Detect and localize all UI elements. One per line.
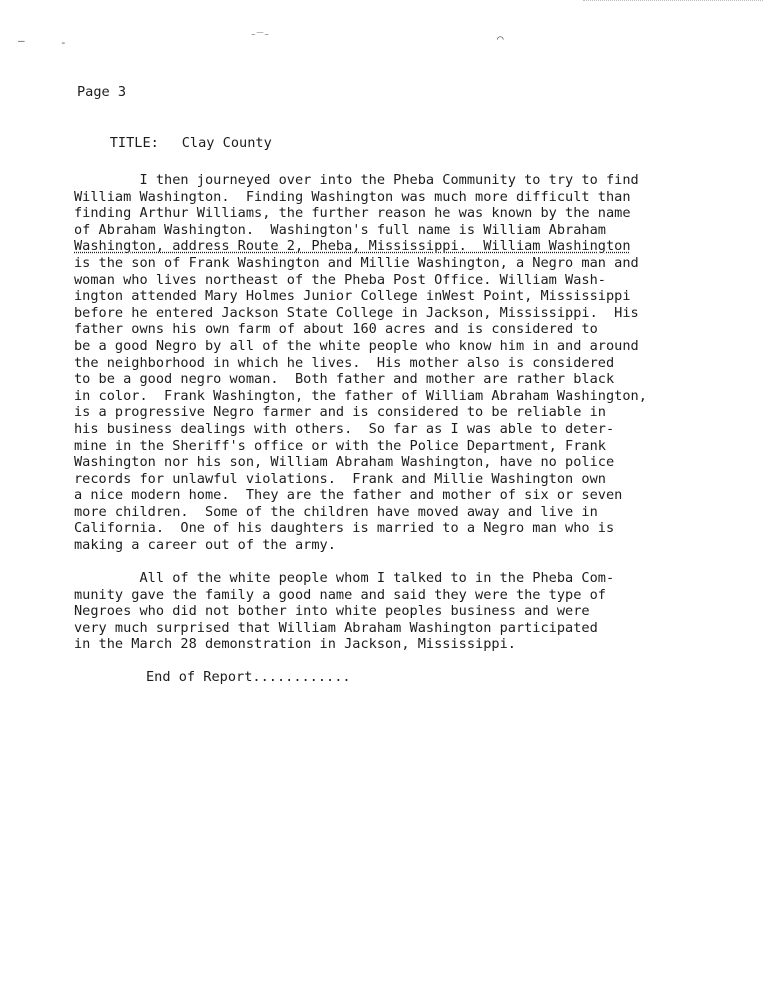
text-line: munity gave the family a good name and said they were the type of bbox=[74, 586, 606, 603]
scan-mark: ⌒ bbox=[497, 32, 504, 45]
text-line: in color. Frank Washington, the father of William Abraham Washington, bbox=[74, 387, 647, 404]
text-line: more children. Some of the children have moved away and live in bbox=[74, 503, 598, 520]
title-line bbox=[77, 118, 272, 168]
text-line: finding Arthur Williams, the further reason he was known by the name bbox=[74, 205, 631, 222]
text-line: mine in the Sheriff's office or with the Police Department, Frank bbox=[74, 437, 606, 454]
text-line: woman who lives northeast of the Pheba Post Office. William Wash- bbox=[74, 271, 606, 288]
text-line: is the son of Frank Washington and Millie Washington, a Negro man and bbox=[74, 254, 639, 271]
report-paragraph-2 bbox=[74, 570, 714, 653]
text-line: a nice modern home. They are the father and mother of six or seven bbox=[74, 487, 623, 504]
text-line: be a good Negro by all of the white people who know him in and around bbox=[74, 337, 639, 354]
title-label: TITLE: bbox=[109, 134, 159, 151]
text-line: father owns his own farm of about 160 acres and is considered to bbox=[74, 321, 598, 338]
text-line: I then journeyed over into the Pheba Community to try to find bbox=[74, 172, 639, 188]
text-line: Washington nor his son, William Abraham Washington, have no police bbox=[74, 454, 615, 471]
text-line: ington attended Mary Holmes Junior College inWest Point, Mississippi bbox=[74, 288, 631, 305]
scan-mark: - bbox=[60, 36, 67, 49]
text-line: the neighborhood in which he lives. His mother also is considered bbox=[74, 354, 615, 371]
text-line: in the March 28 demonstration in Jackson, Mississippi. bbox=[74, 636, 516, 653]
text-line: records for unlawful violations. Frank and Millie Washington own bbox=[74, 470, 606, 487]
scan-edge-dots bbox=[583, 0, 763, 3]
text-line: very much surprised that William Abraham Washington participated bbox=[74, 619, 598, 636]
end-of-report: End of Report............ bbox=[146, 669, 351, 685]
text-line: Negroes who did not bother into white peoples business and were bbox=[74, 603, 590, 620]
text-line: making a career out of the army. bbox=[74, 537, 336, 554]
text-line: William Washington. Finding Washington was much more difficult than bbox=[74, 188, 631, 205]
text-line: California. One of his daughters is married to a Negro man who is bbox=[74, 520, 615, 537]
scan-mark: – bbox=[18, 34, 25, 47]
text-line: before he entered Jackson State College in Jackson, Mississippi. His bbox=[74, 304, 639, 321]
text-line: Washington, address Route 2, Pheba, Mississippi. William Washington bbox=[74, 238, 631, 255]
text-line: to be a good negro woman. Both father and mother are rather black bbox=[74, 371, 615, 388]
title-value: Clay County bbox=[181, 134, 272, 151]
text-line: is a progressive Negro farmer and is considered to be reliable in bbox=[74, 404, 606, 421]
scan-mark: ⁻‾⁻ bbox=[250, 30, 270, 43]
text-line: his business dealings with others. So far as I was able to deter- bbox=[74, 420, 615, 437]
page-number: Page 3 bbox=[77, 84, 127, 100]
report-paragraph-1 bbox=[74, 172, 714, 554]
text-line: of Abraham Washington. Washington's full name is William Abraham bbox=[74, 221, 606, 238]
text-line: All of the white people whom I talked to in the Pheba Com- bbox=[74, 570, 615, 586]
